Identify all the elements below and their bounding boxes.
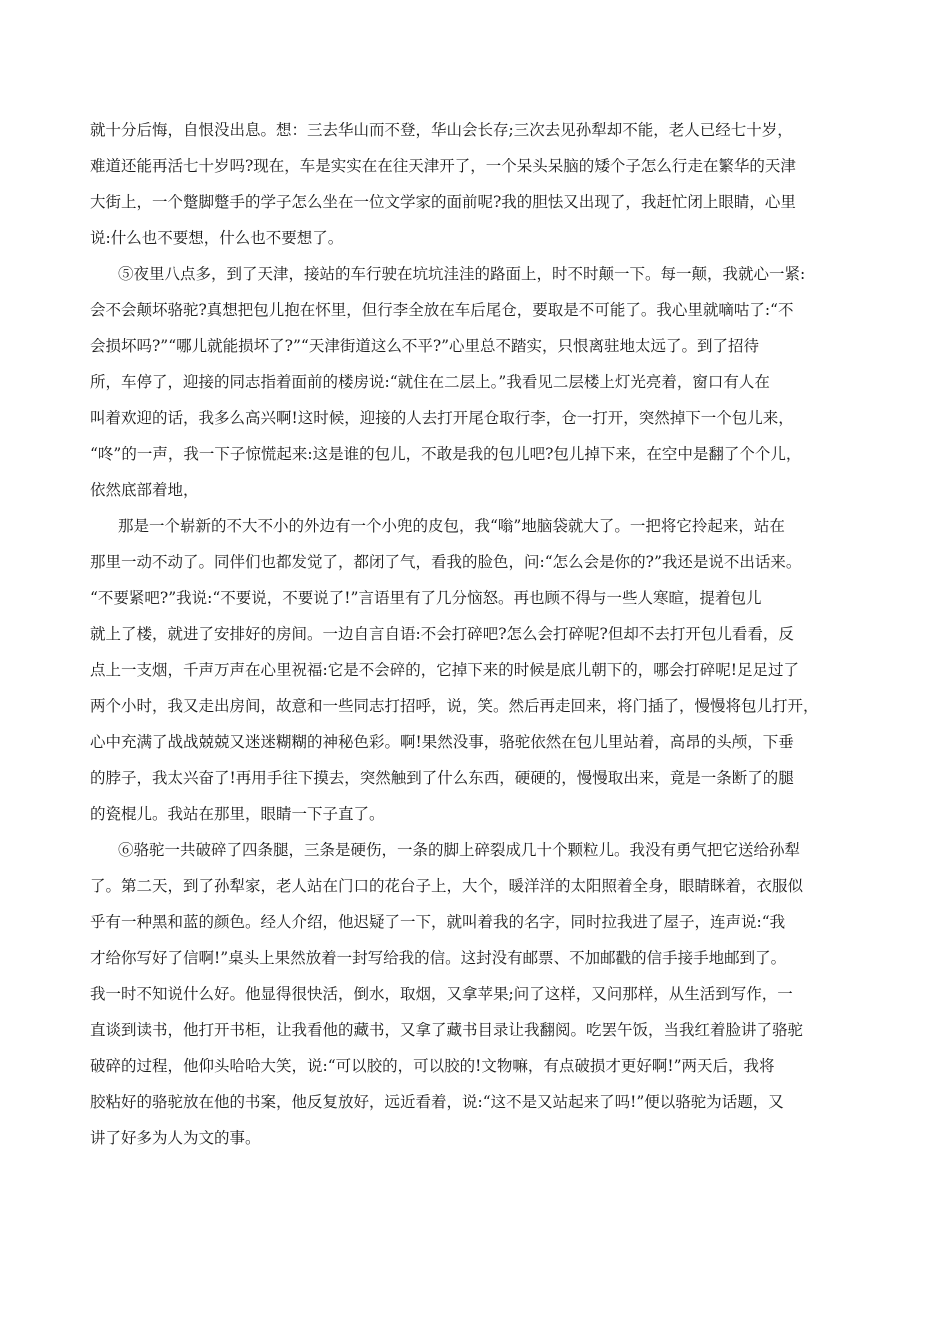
paragraph-start: 那是一个崭新的不大不小的外边有一个小兜的皮包，我“嗡”地脑袋就大了。一把将它拎起来，站在 bbox=[118, 517, 785, 535]
paragraph-6-start: ⑥骆驼一共破碎了四条腿，三条是硬伤，一条的脚上碎裂成几十个颗粒儿。我没有勇气把它送给孙犁 bbox=[118, 841, 801, 859]
text-line: 所，车停了，迎接的同志指着面前的楼房说:“就住在二层上。”我看见二层楼上灯光亮着，窗口有人在 bbox=[90, 373, 770, 391]
text-line: 直谈到读书，他打开书柜，让我看他的藏书，又拿了藏书目录让我翻阅。吃罢午饭，当我红着脸讲了骆驼 bbox=[90, 1021, 804, 1039]
text-line: 点上一支烟，千声万声在心里祝福:它是不会碎的，它掉下来的时候是底儿朝下的，哪会打碎呢!足足过了 bbox=[90, 661, 799, 679]
text-line: 难道还能再活七十岁吗?现在，车是实实在在往天津开了，一个呆头呆脑的矮个子怎么行走在繁华的天津 bbox=[90, 157, 796, 175]
text-line: “咚”的一声，我一下子惊慌起来:这是谁的包儿，不敢是我的包儿吧?包儿掉下来，在空中是翻了个个儿， bbox=[90, 445, 802, 463]
text-line: 的瓷棍儿。我站在那里，眼睛一下子直了。 bbox=[90, 805, 385, 823]
body-text bbox=[90, 112, 870, 1156]
text-line: 心中充满了战战兢兢又迷迷糊糊的神秘色彩。啊!果然没事，骆驼依然在包儿里站着，高昂的头颅，下垂 bbox=[90, 733, 794, 751]
text-line: 会不会颠坏骆驼?真想把包儿抱在怀里，但行李全放在车后尾仓，要取是不可能了。我心里就嘀咕了:“不 bbox=[90, 301, 794, 319]
text-line: 两个小时，我又走出房间，故意和一些同志打招呼，说，笑。然后再走回来，将门插了，慢慢将包儿打开， bbox=[90, 697, 819, 715]
text-line: 就十分后悔，自恨没出息。想：三去华山而不登，华山会长存;三次去见孙犁却不能，老人已经七十岁， bbox=[90, 121, 793, 139]
text-line: 讲了好多为人为文的事。 bbox=[90, 1129, 261, 1147]
text-line: 就上了楼，就进了安排好的房间。一边自言自语:不会打碎吧?怎么会打碎呢?但却不去打开包儿看看，反 bbox=[90, 625, 794, 643]
text-line: 了。第二天，到了孙犁家，老人站在门口的花台子上，大个，暖洋洋的太阳照着全身，眼睛眯着，衣服似 bbox=[90, 877, 804, 895]
text-line: 叫着欢迎的话，我多么高兴啊!这时候，迎接的人去打开尾仓取行李，仓一打开，突然掉下一个包儿来， bbox=[90, 409, 794, 427]
text-line: “不要紧吧?”我说:“不要说，不要说了!”言语里有了几分恼怒。再也顾不得与一些人寒暄，提着包儿 bbox=[90, 589, 762, 607]
text-line: 乎有一种黑和蓝的颜色。经人介绍，他迟疑了一下，就叫着我的名字，同时拉我进了屋子，连声说:“我 bbox=[90, 913, 786, 931]
text-line: 依然底部着地， bbox=[90, 481, 199, 499]
text-line: 那里一动不动了。同伴们也都发觉了，都闭了气，看我的脸色，问:“怎么会是你的?”我还是说不出话来。 bbox=[90, 553, 802, 571]
text-line: 才给你写好了信啊!”桌头上果然放着一封写给我的信。这封没有邮票、不加邮戳的信手接手地邮到了。 bbox=[90, 949, 787, 967]
text-line: 我一时不知说什么好。他显得很快活，倒水，取烟，又拿苹果;问了这样，又问那样，从生活到写作，一 bbox=[90, 985, 793, 1003]
paragraph-5-start: ⑤夜里八点多，到了天津，接站的车行驶在坑坑洼洼的路面上，时不时颠一下。每一颠，我就心一紧: bbox=[118, 265, 806, 283]
text-line: 破碎的过程，他仰头哈哈大笑，说:“可以胶的，可以胶的!文物嘛，有点破损才更好啊!”两天后，我将 bbox=[90, 1057, 775, 1075]
text-line: 说:什么也不要想，什么也不要想了。 bbox=[90, 229, 344, 247]
text-line: 的脖子，我太兴奋了!再用手往下摸去，突然触到了什么东西，硬硬的，慢慢取出来，竟是一条断了的腿 bbox=[90, 769, 794, 787]
text-line: 胶粘好的骆驼放在他的书案，他反复放好，远近看着，说:“这不是又站起来了吗!”便以骆驼为话题，又 bbox=[90, 1093, 784, 1111]
text-line: 会损坏吗?”“哪儿就能损坏了?”“天津街道这么不平?”心里总不踏实，只恨离驻地太远了。到了招待 bbox=[90, 337, 760, 355]
text-line: 大街上，一个蹩脚蹩手的学子怎么坐在一位文学家的面前呢?我的胆怯又出现了，我赶忙闭上眼睛，心里 bbox=[90, 193, 796, 211]
